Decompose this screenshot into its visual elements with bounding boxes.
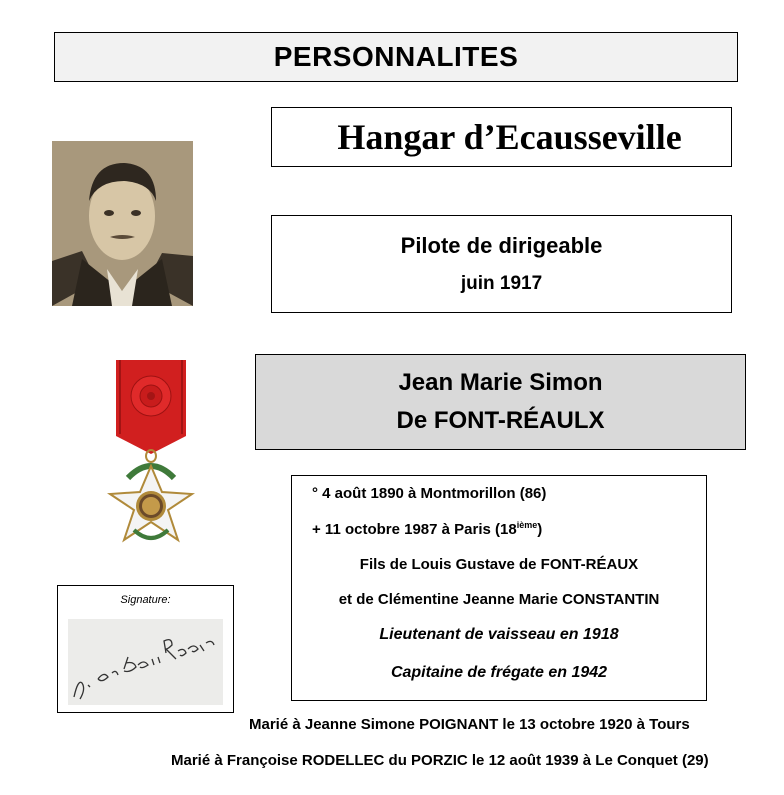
signature-image	[68, 619, 223, 705]
biography-box	[291, 475, 707, 701]
mother-line: et de Clémentine Jeanne Marie CONSTANTIN	[338, 591, 660, 608]
person-given-names: Jean Marie Simon	[398, 369, 603, 396]
rank-1942-line: Capitaine de frégate en 1942	[390, 664, 608, 681]
page-title: PERSONNALITES	[273, 41, 519, 72]
marriage-line-2: Marié à Françoise RODELLEC du PORZIC le 12 août 1939 à Le Conquet (29)	[171, 752, 709, 769]
name-box	[255, 354, 746, 450]
legion-of-honour-medal	[106, 358, 196, 558]
place-title: Hangar d’Ecausseville	[337, 117, 682, 157]
rank-1918-line: Lieutenant de vaisseau en 1918	[379, 626, 619, 643]
person-surname: De FONT-RÉAULX	[396, 407, 605, 434]
page-header	[54, 32, 738, 82]
portrait-photo	[52, 141, 193, 306]
role-box	[271, 215, 732, 313]
birth-line: ° 4 août 1890 à Montmorillon (86)	[312, 485, 547, 502]
father-line: Fils de Louis Gustave de FONT-RÉAUX	[359, 556, 639, 573]
role-title: Pilote de dirigeable	[400, 233, 603, 258]
marriage-line-1: Marié à Jeanne Simone POIGNANT le 13 octobre 1920 à Tours	[249, 716, 690, 733]
signature-label: Signature:	[120, 594, 171, 606]
signature-box	[57, 585, 234, 713]
role-date: juin 1917	[460, 273, 543, 294]
place-box	[271, 107, 732, 167]
death-line: + 11 octobre 1987 à Paris (18ième)	[312, 520, 543, 538]
